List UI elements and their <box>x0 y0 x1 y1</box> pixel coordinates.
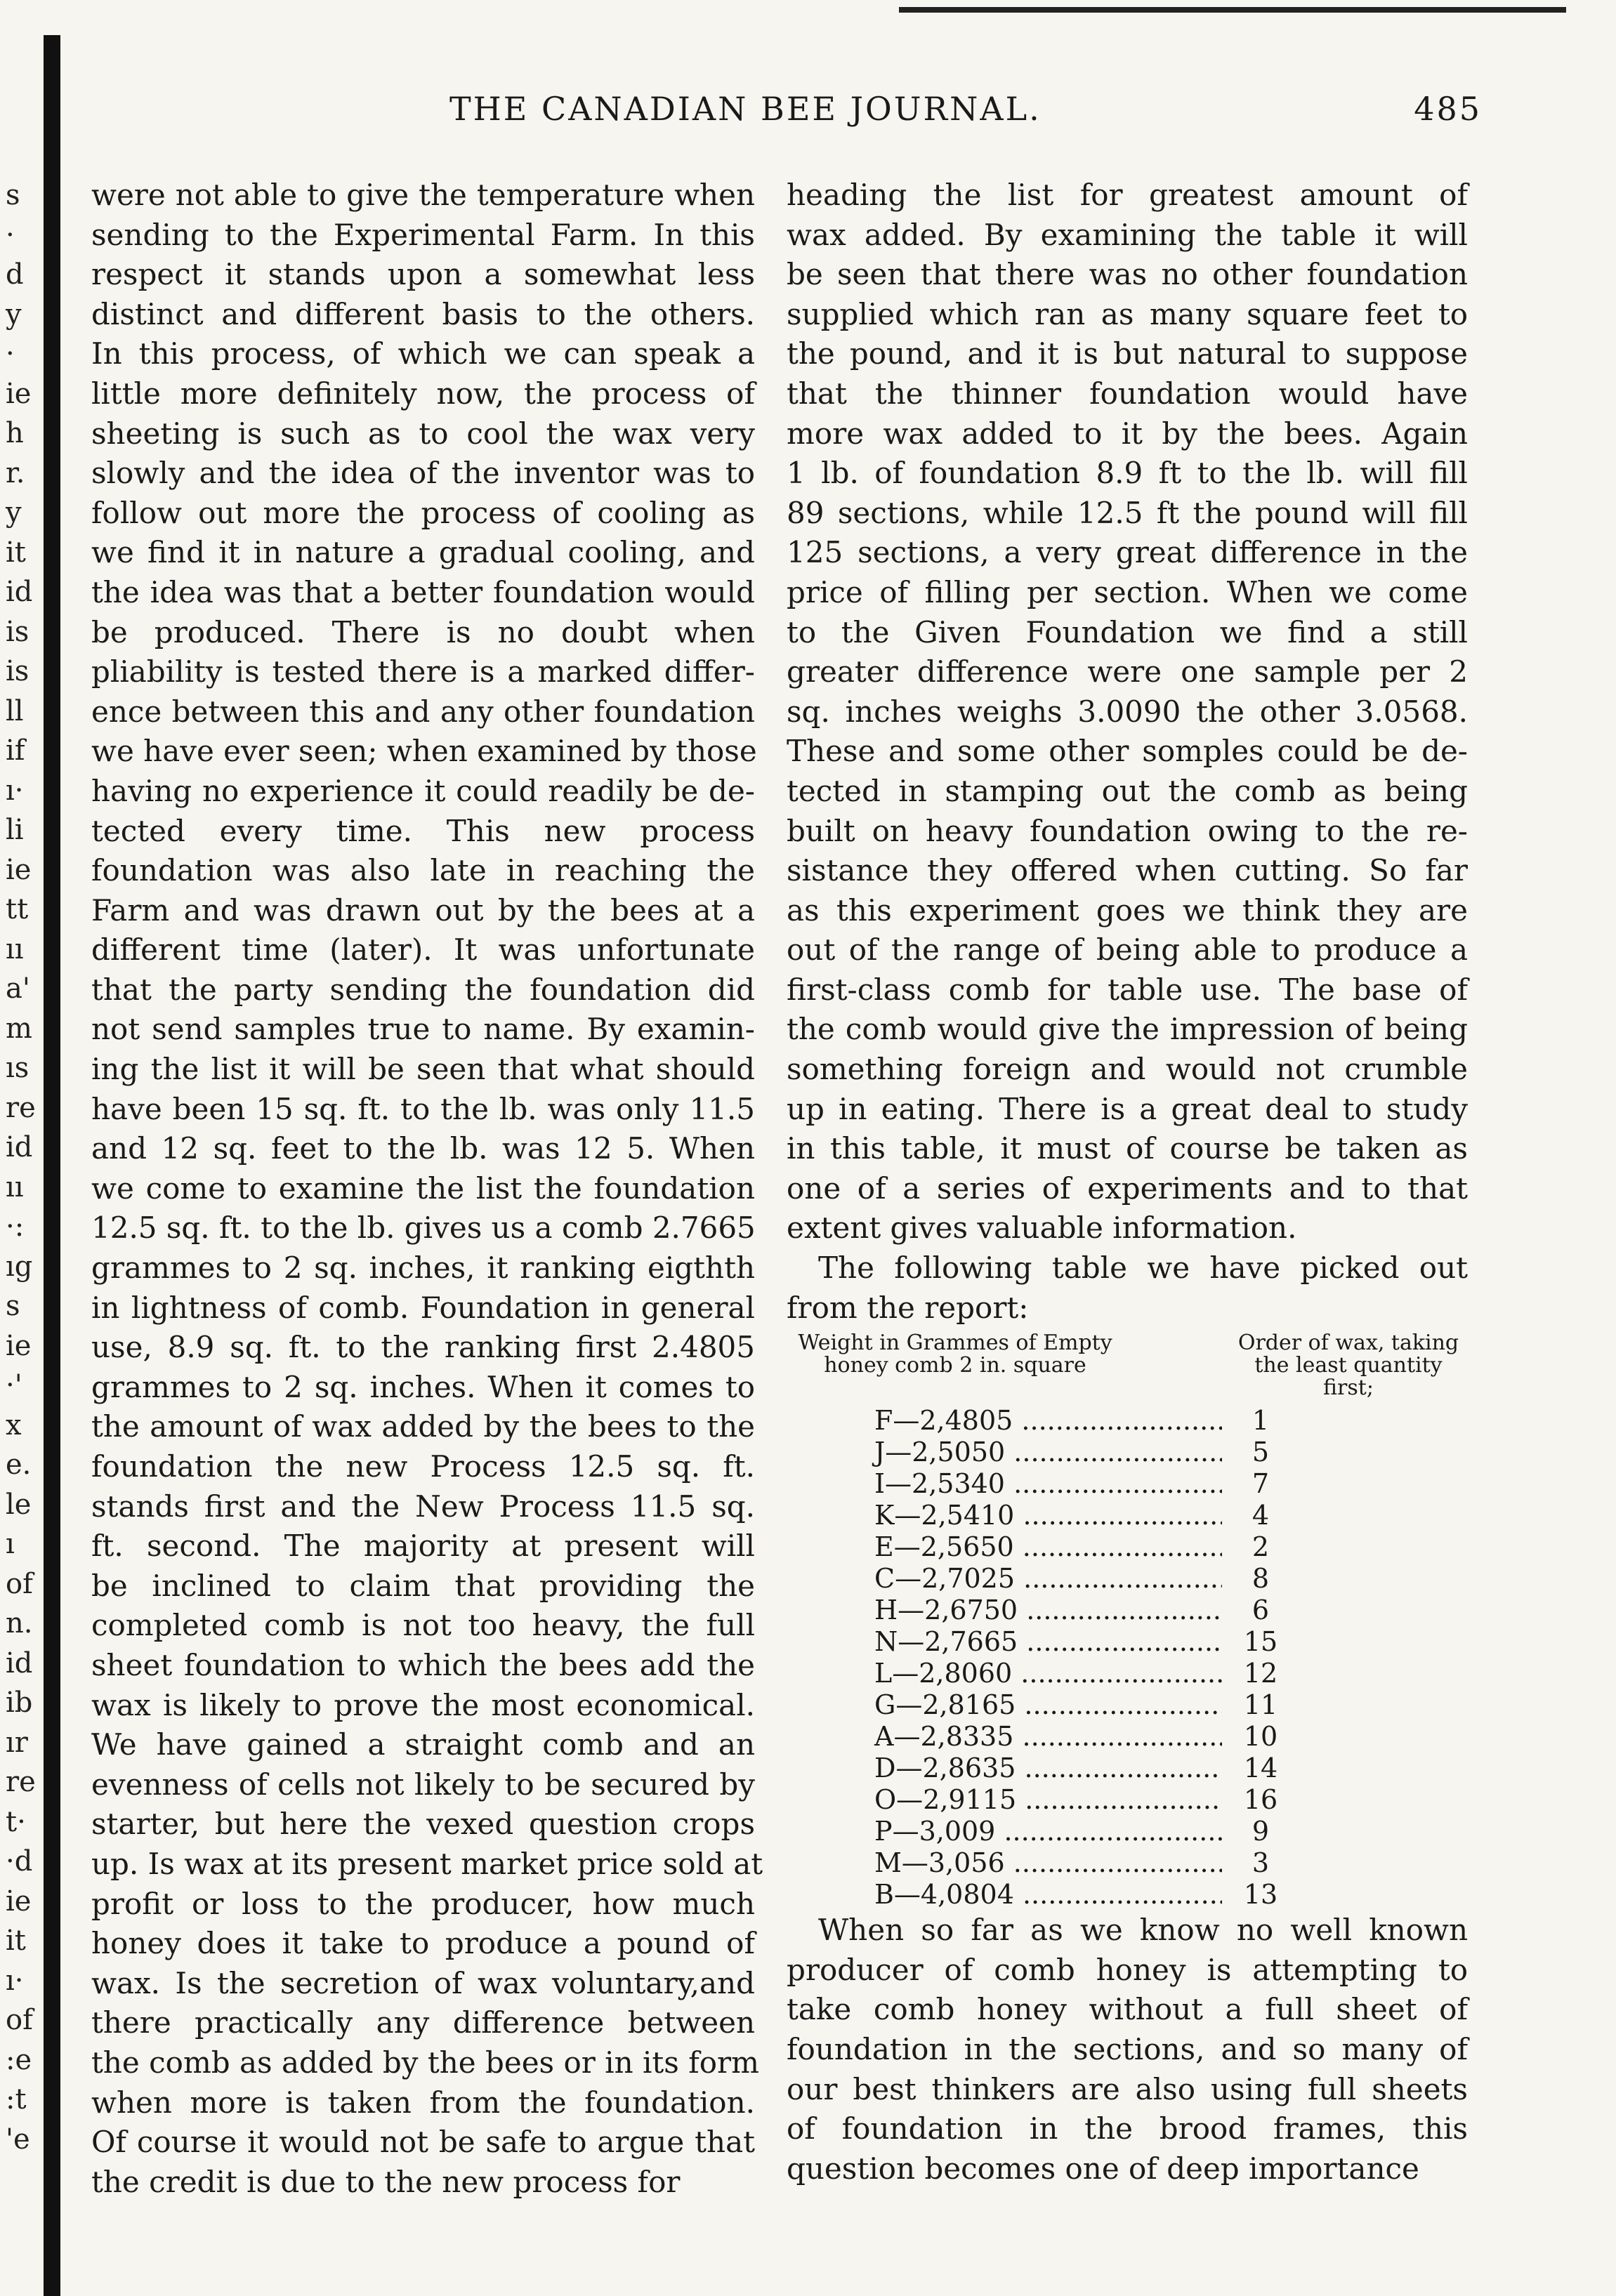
text-line: 89 sections, while 12.5 ft the pound will fill <box>787 495 1468 530</box>
text-line: from the report: <box>787 1290 1029 1325</box>
text-line: the pound, and it is but natural to suppose <box>787 336 1468 371</box>
text-line: The following table we have picked out <box>818 1251 1468 1286</box>
text-line: 1 lb. of foundation 8.9 ft to the lb. will fill <box>787 456 1468 491</box>
adjacent-page-fragments <box>6 176 34 2159</box>
text-line: up. Is wax at its present market price sold at <box>91 1846 763 1881</box>
right-column-closing-text <box>787 1911 1468 2189</box>
text-line: wax is likely to prove the most economical. <box>91 1687 755 1722</box>
table-row <box>787 1753 1468 1784</box>
margin-fragment: ı· <box>6 1964 24 1997</box>
text-line: grammes to 2 sq. inches. When it comes to <box>91 1369 755 1404</box>
margin-fragment: x <box>6 1408 22 1441</box>
text-line: sistance they offered when cutting. So far <box>787 853 1468 888</box>
text-line: tected every time. This new process <box>91 813 755 848</box>
text-line: the amount of wax added by the bees to the <box>91 1409 755 1444</box>
text-line: These and some other somples could be de- <box>787 734 1468 769</box>
text-line: be inclined to claim that providing the <box>91 1568 755 1603</box>
margin-fragment: is <box>6 655 29 687</box>
text-line: When so far as we know no well known <box>818 1913 1468 1948</box>
wax-order: 4 <box>1252 1500 1270 1531</box>
text-line: extent gives valuable information. <box>787 1210 1297 1246</box>
text-line: pliability is tested there is a marked differ- <box>91 654 755 690</box>
top-rule <box>899 7 1566 13</box>
text-line: not send samples true to name. By examin- <box>91 1012 755 1047</box>
margin-fragment: ·' <box>6 1369 22 1401</box>
wax-order: 2 <box>1252 1531 1270 1563</box>
text-line: little more definitely now, the process of <box>91 376 755 411</box>
text-line: heading the list for greatest amount of <box>787 178 1468 212</box>
text-line: take comb honey without a full sheet of <box>787 1992 1468 2027</box>
comb-weight: J—2,5050 ..... <box>787 1437 1222 1468</box>
text-line: use, 8.9 sq. ft. to the ranking first 2.4805 <box>91 1330 755 1365</box>
margin-fragment: re <box>6 1766 36 1798</box>
margin-fragment: ie <box>6 377 32 410</box>
margin-fragment: ıı <box>6 1170 24 1203</box>
comb-weight: H—2,6750 ..... <box>787 1595 1222 1626</box>
text-line: the credit is due to the new process for <box>91 2164 681 2199</box>
text-line: having no experience it could readily be de- <box>91 773 755 808</box>
comb-weight: D—2,8635 ..... <box>787 1753 1222 1784</box>
right-column-text <box>787 176 1468 1328</box>
comb-weight: L—2,8060 ..... <box>787 1658 1222 1689</box>
text-line: we find it in nature a gradual cooling, and <box>91 535 755 570</box>
wax-order: 14 <box>1243 1753 1278 1784</box>
comb-weight: E—2,5650 ..... <box>787 1531 1222 1563</box>
comb-weight: I—2,5340 ..... <box>787 1468 1222 1500</box>
text-line: price of filling per section. When we come <box>787 574 1468 609</box>
text-line: ence between this and any other foundation <box>91 694 755 729</box>
table-row <box>787 1626 1468 1658</box>
margin-fragment: ie <box>6 1885 32 1918</box>
text-line: foundation the new Process 12.5 sq. ft. <box>91 1449 755 1484</box>
margin-fragment: m <box>6 1012 32 1045</box>
weight-table <box>787 1405 1468 1911</box>
text-line: We have gained a straight comb and an <box>91 1727 755 1762</box>
left-column <box>91 176 763 2202</box>
text-line: sheet foundation to which the bees add the <box>91 1647 755 1682</box>
comb-weight: M—3,056 ..... <box>787 1847 1222 1879</box>
table-row <box>787 1816 1468 1847</box>
wax-order: 5 <box>1252 1437 1270 1468</box>
text-line: the comb as added by the bees or in its form <box>91 2045 759 2080</box>
text-line: greater difference were one sample per 2 <box>787 654 1468 690</box>
comb-weight: P—3,009 ..... <box>787 1816 1222 1847</box>
text-line: starter, but here the vexed question crops <box>91 1807 755 1842</box>
margin-fragment: it <box>6 1925 26 1957</box>
margin-fragment: · <box>6 218 15 251</box>
margin-fragment: s <box>6 1290 20 1322</box>
wax-order: 3 <box>1252 1847 1270 1879</box>
text-line: supplied which ran as many square feet to <box>787 296 1468 331</box>
margin-fragment: ı· <box>6 774 24 807</box>
comb-weight: C—2,7025 ..... <box>787 1563 1222 1595</box>
wax-order: 7 <box>1252 1468 1270 1500</box>
binding-shadow <box>44 35 60 2296</box>
text-line: follow out more the process of cooling as <box>91 495 755 530</box>
wax-order: 1 <box>1252 1405 1270 1437</box>
table-row <box>787 1689 1468 1721</box>
margin-fragment: if <box>6 734 25 767</box>
margin-fragment: ·: <box>6 1210 25 1243</box>
wax-order: 8 <box>1252 1563 1270 1595</box>
margin-fragment: n. <box>6 1607 33 1639</box>
table-row <box>787 1405 1468 1437</box>
table-row <box>787 1721 1468 1753</box>
text-line: grammes to 2 sq. inches, it ranking eigthth <box>91 1251 755 1286</box>
text-line: tected in stamping out the comb as being <box>787 773 1468 808</box>
comb-weight: N—2,7665 ..... <box>787 1626 1222 1658</box>
text-line: the comb would give the impression of being <box>787 1012 1468 1047</box>
comb-weight: A—2,8335 ..... <box>787 1721 1222 1753</box>
margin-fragment: ib <box>6 1687 33 1719</box>
text-line: sq. inches weighs 3.0090 the other 3.0568. <box>787 694 1468 729</box>
table-row <box>787 1847 1468 1879</box>
right-column <box>787 176 1468 2189</box>
text-line: the idea was that a better foundation would <box>91 574 755 609</box>
order-column-header: Order of wax, taking the least quantity first; <box>1237 1331 1459 1401</box>
margin-fragment: id <box>6 576 33 608</box>
table-row <box>787 1563 1468 1595</box>
text-line: of foundation in the brood frames, this <box>787 2111 1468 2146</box>
margin-fragment: is <box>6 615 29 648</box>
margin-fragment: it <box>6 536 26 569</box>
text-line: Of course it would not be safe to argue that <box>91 2125 755 2160</box>
text-line: more wax added to it by the bees. Again <box>787 416 1468 451</box>
text-line: something foreign and would not crumble <box>787 1052 1468 1087</box>
margin-fragment: :t <box>6 2083 27 2116</box>
text-line: were not able to give the temperature when <box>91 178 755 212</box>
margin-fragment: :e <box>6 2043 32 2076</box>
text-line: be seen that there was no other foundation <box>787 257 1468 292</box>
margin-fragment: ıs <box>6 1052 29 1084</box>
margin-fragment: of <box>6 2004 33 2036</box>
text-line: our best thinkers are also using full sheets <box>787 2071 1468 2106</box>
margin-fragment: d <box>6 258 24 291</box>
text-line: 12.5 sq. ft. to the lb. gives us a comb 2.7665 <box>91 1210 756 1246</box>
margin-fragment: · <box>6 338 15 370</box>
text-line: In this process, of which we can speak a <box>91 336 755 371</box>
margin-fragment: ır <box>6 1726 28 1759</box>
text-line: profit or loss to the producer, how much <box>91 1886 755 1921</box>
text-line: that the party sending the foundation did <box>91 972 755 1007</box>
text-line: ing the list it will be seen that what should <box>91 1052 755 1087</box>
table-row <box>787 1468 1468 1500</box>
margin-fragment: y <box>6 298 22 331</box>
margin-fragment: a' <box>6 972 30 1005</box>
text-line: distinct and different basis to the others. <box>91 296 755 331</box>
text-line: respect it stands upon a somewhat less <box>91 257 755 292</box>
comb-weight: G—2,8165 ..... <box>787 1689 1222 1721</box>
text-line: have been 15 sq. ft. to the lb. was only 11.5 <box>91 1091 755 1126</box>
margin-fragment: s <box>6 179 20 211</box>
table-row <box>787 1437 1468 1468</box>
text-line: ft. second. The majority at present will <box>91 1529 755 1564</box>
text-line: that the thinner foundation would have <box>787 376 1468 411</box>
wax-order: 13 <box>1243 1879 1278 1911</box>
wax-order: 12 <box>1243 1658 1278 1689</box>
text-line: wax added. By examining the table it will <box>787 217 1468 252</box>
text-line: first-class comb for table use. The base of <box>787 972 1468 1007</box>
text-line: 125 sections, a very great difference in the <box>787 535 1468 570</box>
wax-order: 10 <box>1243 1721 1278 1753</box>
text-line: built on heavy foundation owing to the re- <box>787 813 1468 848</box>
table-row <box>787 1500 1468 1531</box>
margin-fragment: ie <box>6 1329 32 1362</box>
wax-order: 6 <box>1252 1595 1270 1626</box>
text-line: honey does it take to produce a pound of <box>91 1926 755 1961</box>
wax-order: 16 <box>1243 1784 1278 1816</box>
text-line: slowly and the idea of the inventor was to <box>91 456 755 491</box>
margin-fragment: id <box>6 1131 33 1163</box>
text-line: producer of comb honey is attempting to <box>787 1952 1468 1987</box>
text-line: when more is taken from the foundation. <box>91 2085 755 2120</box>
margin-fragment: ıg <box>6 1250 33 1283</box>
margin-fragment: r. <box>6 456 25 489</box>
wax-order: 11 <box>1243 1689 1278 1721</box>
margin-fragment: id <box>6 1647 33 1680</box>
table-row <box>787 1879 1468 1911</box>
text-line: stands first and the New Process 11.5 sq. <box>91 1489 755 1524</box>
margin-fragment: t· <box>6 1805 26 1838</box>
margin-fragment: le <box>6 1488 32 1521</box>
margin-fragment: li <box>6 814 24 846</box>
margin-fragment: ·d <box>6 1845 33 1878</box>
text-line: to the Given Foundation we find a still <box>787 614 1468 649</box>
weight-column-header: Weight in Grammes of Empty honey comb 2 in. square <box>798 1331 1112 1378</box>
margin-fragment: ıı <box>6 932 24 965</box>
comb-weight: B—4,0804 ..... <box>787 1879 1222 1911</box>
page-number: 485 <box>1414 90 1482 128</box>
margin-fragment: of <box>6 1567 33 1600</box>
text-line: we come to examine the list the foundation <box>91 1170 755 1206</box>
text-line: different time (later). It was unfortunate <box>91 932 755 968</box>
text-line: question becomes one of deep importance <box>787 2151 1419 2186</box>
table-header <box>787 1332 1468 1399</box>
table-row <box>787 1658 1468 1689</box>
text-line: out of the range of being able to produce a <box>787 932 1468 968</box>
text-line: in this table, it must of course be taken as <box>787 1131 1468 1166</box>
text-line: wax. Is the secretion of wax voluntary,and <box>91 1965 755 2000</box>
running-header <box>449 90 1482 139</box>
text-line: Farm and was drawn out by the bees at a <box>91 892 755 928</box>
text-line: in lightness of comb. Foundation in general <box>91 1290 755 1325</box>
text-line: one of a series of experiments and to that <box>787 1170 1468 1206</box>
text-line: foundation in the sections, and so many of <box>787 2032 1468 2066</box>
margin-fragment: 'e <box>6 2123 30 2156</box>
journal-title: THE CANADIAN BEE JOURNAL. <box>449 90 1042 128</box>
margin-fragment: y <box>6 496 22 529</box>
margin-fragment: ll <box>6 694 24 727</box>
text-line: sending to the Experimental Farm. In this <box>91 217 755 252</box>
text-line: foundation was also late in reaching the <box>91 853 755 888</box>
text-line: we have ever seen; when examined by those <box>91 734 757 769</box>
margin-fragment: re <box>6 1091 36 1124</box>
wax-order: 9 <box>1252 1816 1270 1847</box>
text-line: as this experiment goes we think they are <box>787 892 1468 928</box>
margin-fragment: ie <box>6 853 32 886</box>
comb-weight: F—2,4805 ..... <box>787 1405 1222 1437</box>
table-row <box>787 1784 1468 1816</box>
text-line: there practically any difference between <box>91 2005 755 2040</box>
text-line: sheeting is such as to cool the wax very <box>91 416 755 451</box>
margin-fragment: ı <box>6 1528 15 1560</box>
margin-fragment: tt <box>6 893 29 925</box>
table-row <box>787 1531 1468 1563</box>
margin-fragment: h <box>6 417 24 449</box>
comb-weight: K—2,5410 ..... <box>787 1500 1222 1531</box>
wax-order: 15 <box>1243 1626 1278 1658</box>
text-line: evenness of cells not likely to be secured by <box>91 1767 755 1802</box>
text-line: up in eating. There is a great deal to study <box>787 1091 1468 1126</box>
text-line: completed comb is not too heavy, the full <box>91 1608 755 1643</box>
margin-fragment: e. <box>6 1449 32 1481</box>
text-line: and 12 sq. feet to the lb. was 12 5. When <box>91 1131 755 1166</box>
text-line: be produced. There is no doubt when <box>91 614 755 649</box>
table-row <box>787 1595 1468 1626</box>
comb-weight: O—2,9115 ..... <box>787 1784 1222 1816</box>
